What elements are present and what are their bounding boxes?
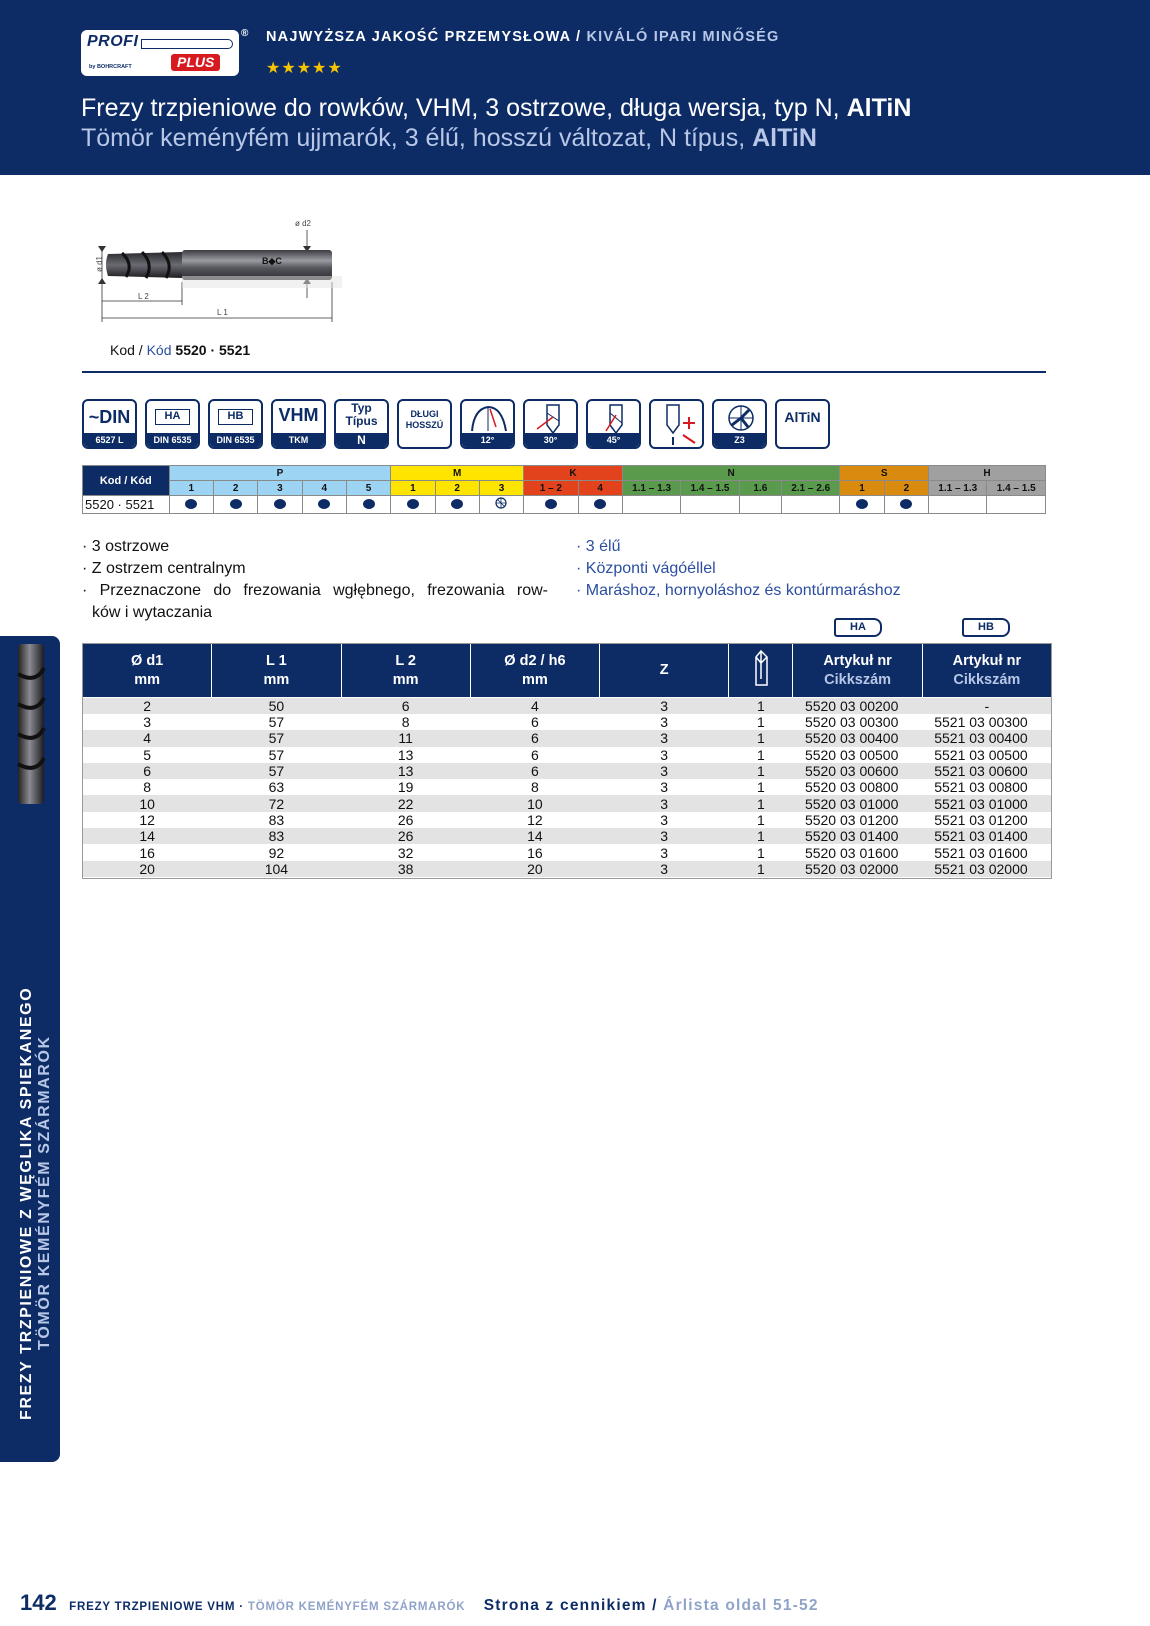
kod-codes: 5520 · 5521 [175, 342, 251, 358]
cell-d2: 6 [470, 747, 599, 763]
suitable-dot-icon [524, 496, 578, 514]
table-row [83, 828, 1052, 844]
feature-item: · 3 ostrzowe [82, 538, 170, 555]
ha-icon-top: HA [155, 409, 190, 425]
type-n-icon [334, 399, 389, 449]
cell-article-hb: 5521 03 01400 [922, 828, 1051, 844]
cell-d1: 5 [83, 747, 212, 763]
table-row [83, 698, 1052, 715]
suitable-dot-icon [578, 496, 622, 514]
tool-brand-label: B◆C [262, 256, 282, 266]
vhm-icon-bottom: TKM [273, 433, 324, 447]
quality-tagline [266, 29, 779, 45]
empty-cell [739, 496, 781, 514]
altin-coating-icon [775, 399, 830, 449]
end-mill-diagram [82, 218, 362, 338]
hb-icon-top: HB [218, 409, 253, 425]
col-article-hb-hu: Cikkszám [953, 671, 1021, 688]
suitable-dot-icon [346, 496, 390, 514]
cell-d1: 14 [83, 828, 212, 844]
col-d2-header [470, 644, 599, 698]
cell-pack: 1 [729, 698, 793, 715]
din-icon-top: ~DIN [88, 407, 131, 427]
feature-item: ków i wytaczania [92, 604, 213, 621]
empty-cell [929, 496, 987, 514]
centre-cut-icon [649, 399, 704, 449]
cell-l2: 26 [341, 828, 470, 844]
cell-d1: 20 [83, 861, 212, 877]
cell-pack: 1 [729, 812, 793, 828]
material-kod-header [83, 466, 170, 496]
suitable-dot-icon [840, 496, 884, 514]
centre-cut-drawing-icon [655, 403, 701, 447]
cell-pack: 1 [729, 714, 793, 730]
flute-section-icon [718, 403, 764, 433]
end-mill-photo-icon [6, 644, 54, 804]
cell-article-ha: 5520 03 01200 [793, 812, 922, 828]
din-icon-bottom: 6527 L [84, 433, 135, 447]
material-sub: 4 [578, 481, 622, 496]
title-hu-coating: AlTiN [752, 124, 817, 152]
cell-l1: 72 [212, 795, 341, 811]
col-l2-unit: mm [392, 671, 419, 688]
helix-12-icon [460, 399, 515, 449]
features-list-pl [82, 536, 548, 624]
page-header [0, 0, 1150, 175]
cell-z: 3 [600, 844, 729, 860]
cell-l2: 19 [341, 779, 470, 795]
table-row [83, 779, 1052, 795]
cell-z: 3 [600, 730, 729, 746]
angle-30-drawing-icon [529, 403, 575, 433]
feature-item: · Przeznaczone do frezowania wgłębnego, frezowania row- [82, 582, 548, 599]
profi-plus-logo [81, 28, 249, 76]
angle-45-icon-bottom: 45° [588, 433, 639, 447]
cell-l1: 57 [212, 714, 341, 730]
material-sub: 1 [391, 481, 435, 496]
drill-logo-icon [141, 39, 233, 49]
cell-d2: 6 [470, 763, 599, 779]
col-l1-header [212, 644, 341, 698]
cell-l2: 13 [341, 747, 470, 763]
suitable-dot-icon [391, 496, 435, 514]
cell-pack: 1 [729, 779, 793, 795]
cell-l2: 6 [341, 698, 470, 715]
footer-price-ref [484, 1597, 819, 1614]
feature-item: · Z ostrzem centralnym [82, 560, 246, 577]
suitable-dot-icon [302, 496, 346, 514]
cell-l2: 32 [341, 844, 470, 860]
mat-kod-hu: Kód [130, 474, 152, 487]
col-d2-unit: mm [522, 671, 548, 688]
material-sub: 2.1 – 2.6 [781, 481, 839, 496]
col-article-hb-header [922, 644, 1051, 698]
title-hu-text: Tömör keményfém ujjmarók, 3 élű, hosszú változat, N típus, [81, 124, 753, 152]
ha-shank-badge: HA [834, 618, 882, 637]
product-table-body [83, 698, 1052, 877]
cell-l1: 83 [212, 812, 341, 828]
cell-article-ha: 5520 03 00500 [793, 747, 922, 763]
dim-d2-label: ø d2 [295, 219, 312, 228]
angle-45-icon [586, 399, 641, 449]
cell-article-hb: 5521 03 00400 [922, 730, 1051, 746]
material-sub: 3 [258, 481, 302, 496]
cell-article-hb: 5521 03 01000 [922, 795, 1051, 811]
long-version-icon [397, 399, 452, 449]
cell-article-hb: 5521 03 00500 [922, 747, 1051, 763]
empty-cell [987, 496, 1046, 514]
table-header-row [83, 644, 1052, 698]
cell-z: 3 [600, 779, 729, 795]
title-pl-coating: AlTiN [846, 94, 912, 122]
cell-article-hb: 5521 03 00800 [922, 779, 1051, 795]
table-row [83, 747, 1052, 763]
material-sub: 1.1 – 1.3 [622, 481, 680, 496]
cell-d1: 3 [83, 714, 212, 730]
rating-stars: ★★★★★ [266, 60, 343, 77]
hb-shank-badge: HB [962, 618, 1010, 637]
footer-section-sep: · [235, 1601, 248, 1613]
cell-l2: 8 [341, 714, 470, 730]
cell-d2: 8 [470, 779, 599, 795]
col-article-ha-header [793, 644, 922, 698]
angle-30-icon [523, 399, 578, 449]
cell-l1: 57 [212, 730, 341, 746]
long-icon-pl: DŁUGI [410, 409, 439, 419]
cell-l2: 11 [341, 730, 470, 746]
product-code-line [110, 342, 250, 358]
col-l1-title: L 1 [266, 652, 287, 669]
cell-article-ha: 5520 03 01000 [793, 795, 922, 811]
page-title-pl [81, 94, 911, 123]
logo-by-text: by BOHRCRAFT [89, 64, 132, 70]
suitable-dot-icon [213, 496, 257, 514]
cell-l1: 57 [212, 763, 341, 779]
vhm-icon-top: VHM [278, 405, 319, 425]
suitable-dot-icon [884, 496, 928, 514]
col-article-ha-pl: Artykuł nr [823, 652, 892, 669]
three-flutes-icon [712, 399, 767, 449]
cell-z: 3 [600, 698, 729, 715]
table-row [83, 844, 1052, 860]
col-d1-title: Ø d1 [131, 652, 164, 669]
logo-registered-mark: ® [241, 28, 249, 39]
col-z-header [600, 644, 729, 698]
cell-l1: 57 [212, 747, 341, 763]
cell-d1: 16 [83, 844, 212, 860]
cell-article-ha: 5520 03 02000 [793, 861, 922, 877]
feature-item: · Központi vágóéllel [576, 560, 716, 577]
table-row [83, 861, 1052, 877]
cell-d2: 6 [470, 714, 599, 730]
col-z-title: Z [659, 662, 669, 678]
cell-d2: 10 [470, 795, 599, 811]
cell-pack: 1 [729, 763, 793, 779]
table-row [83, 714, 1052, 730]
cell-d2: 20 [470, 861, 599, 877]
cell-article-hb: 5521 03 02000 [922, 861, 1051, 877]
tagline-pl: NAJWYŻSZA JAKOŚĆ PRZEMYSŁOWA [266, 29, 571, 45]
logo-plus-text: PLUS [171, 54, 220, 71]
material-sub: 5 [346, 481, 390, 496]
cell-l2: 13 [341, 763, 470, 779]
dim-d1-label: ø d1 [95, 255, 104, 272]
cell-pack: 1 [729, 747, 793, 763]
cell-z: 3 [600, 795, 729, 811]
angle-45-drawing-icon [592, 403, 638, 433]
conditional-suitable-icon [479, 496, 523, 514]
material-sub: 1.4 – 1.5 [681, 481, 739, 496]
hb-icon-bottom: DIN 6535 [210, 433, 261, 447]
material-row-code: 5520 · 5521 [83, 496, 170, 514]
material-sub: 1.4 – 1.5 [987, 481, 1046, 496]
col-d1-header [83, 644, 212, 698]
empty-cell [781, 496, 839, 514]
suitable-dot-icon [258, 496, 302, 514]
cell-article-ha: 5520 03 00200 [793, 698, 922, 715]
footer-price-pl: Strona z cennikiem [483, 1597, 647, 1614]
cell-pack: 1 [729, 730, 793, 746]
material-sub: 1 – 2 [524, 481, 578, 496]
footer-price-sep: / [646, 1597, 664, 1614]
col-d1-unit: mm [134, 671, 161, 688]
cell-pack: 1 [729, 861, 793, 877]
cell-d2: 6 [470, 730, 599, 746]
material-sub: 2 [435, 481, 479, 496]
cell-pack: 1 [729, 844, 793, 860]
cell-z: 3 [600, 828, 729, 844]
title-pl-text: Frezy trzpieniowe do rowków, VHM, 3 ostrzowe, długa wersja, typ N, [81, 94, 847, 122]
cell-l1: 63 [212, 779, 341, 795]
shank-ha-icon [145, 399, 200, 449]
cell-d1: 8 [83, 779, 212, 795]
vhm-tkm-icon [271, 399, 326, 449]
cell-article-hb: 5521 03 01600 [922, 844, 1051, 860]
empty-cell [622, 496, 680, 514]
cell-d1: 2 [83, 698, 212, 715]
cell-d2: 4 [470, 698, 599, 715]
col-d2-title: Ø d2 / h6 [504, 652, 566, 669]
dim-l2-label: L 2 [138, 292, 149, 301]
material-sub: 1.1 – 1.3 [929, 481, 987, 496]
dim-l1-label: L 1 [217, 308, 228, 317]
cell-d1: 4 [83, 730, 212, 746]
ha-icon-bottom: DIN 6535 [147, 433, 198, 447]
cell-l1: 92 [212, 844, 341, 860]
cell-z: 3 [600, 763, 729, 779]
sidetab-label-pl: FREZY TRZPIENIOWE Z WĘGLIKA SPIEKANEGO [18, 986, 35, 1420]
cell-d1: 12 [83, 812, 212, 828]
tagline-hu: KIVÁLÓ IPARI MINŐSÉG [586, 29, 780, 45]
sidetab-label-hu: TÖMÖR KEMÉNYFÉM SZÁRMARÓK [36, 1035, 53, 1350]
material-group-p: P [169, 466, 391, 481]
cell-l1: 104 [212, 861, 341, 877]
cell-l1: 83 [212, 828, 341, 844]
cell-z: 3 [600, 747, 729, 763]
cell-d1: 6 [83, 763, 212, 779]
material-group-m: M [391, 466, 524, 481]
suitable-dot-icon [169, 496, 213, 514]
material-group-k: K [524, 466, 623, 481]
din-6527-icon [82, 399, 137, 449]
cell-article-ha: 5520 03 00300 [793, 714, 922, 730]
cell-article-ha: 5520 03 00600 [793, 763, 922, 779]
footer-section [69, 1601, 465, 1613]
cell-article-hb: - [922, 698, 1051, 715]
type-icon-bottom: N [336, 433, 387, 447]
type-icon-hu: Típus [345, 414, 378, 428]
footer-section-hu: TÖMÖR KEMÉNYFÉM SZÁRMARÓK [247, 1601, 466, 1613]
material-sub: 1 [169, 481, 213, 496]
long-icon-hu: HOSSZÚ [405, 420, 444, 430]
material-sub: 1 [840, 481, 884, 496]
helix-icon-bottom: 12° [462, 433, 513, 447]
product-table [82, 643, 1052, 877]
material-sub: 2 [213, 481, 257, 496]
cell-z: 3 [600, 714, 729, 730]
tagline-separator: / [570, 29, 587, 45]
cell-article-hb: 5521 03 00300 [922, 714, 1051, 730]
page-title-hu [81, 124, 817, 153]
coating-icon-top: AlTiN [784, 409, 821, 425]
cell-z: 3 [600, 812, 729, 828]
footer-price-hu: Árlista oldal 51-52 [663, 1597, 819, 1614]
mat-kod-sep: / [121, 474, 131, 487]
page-number: 142 [20, 1590, 57, 1615]
mat-kod-pl: Kod [99, 474, 122, 487]
table-row [83, 812, 1052, 828]
cell-l2: 22 [341, 795, 470, 811]
empty-cell [681, 496, 739, 514]
type-icon-pl: Typ [351, 401, 372, 415]
cell-l2: 26 [341, 812, 470, 828]
cell-article-ha: 5520 03 00400 [793, 730, 922, 746]
material-sub: 1.6 [739, 481, 781, 496]
flutes-icon-bottom: Z3 [714, 433, 765, 447]
cell-d1: 10 [83, 795, 212, 811]
col-article-ha-hu: Cikkszám [824, 671, 892, 688]
table-row [83, 730, 1052, 746]
cell-d2: 16 [470, 844, 599, 860]
cell-article-ha: 5520 03 01600 [793, 844, 922, 860]
cell-d2: 14 [470, 828, 599, 844]
page-footer [20, 1590, 819, 1616]
features-list-hu [576, 536, 996, 602]
cell-pack: 1 [729, 795, 793, 811]
material-sub: 4 [302, 481, 346, 496]
shank-hb-icon [208, 399, 263, 449]
col-l2-title: L 2 [395, 652, 417, 669]
material-row [83, 496, 1046, 514]
kod-separator: / [134, 342, 147, 358]
cell-d2: 12 [470, 812, 599, 828]
col-pack-header [729, 644, 793, 698]
feature-item: · 3 élű [576, 538, 621, 555]
cell-l1: 50 [212, 698, 341, 715]
angle-30-icon-bottom: 30° [525, 433, 576, 447]
material-sub: 2 [884, 481, 928, 496]
footer-section-pl: FREZY TRZPIENIOWE VHM [69, 1601, 236, 1613]
table-row [83, 763, 1052, 779]
cell-article-ha: 5520 03 00800 [793, 779, 922, 795]
cell-l2: 38 [341, 861, 470, 877]
col-l1-unit: mm [263, 671, 290, 688]
cell-z: 3 [600, 861, 729, 877]
material-group-h: H [929, 466, 1046, 481]
table-row [83, 795, 1052, 811]
col-article-hb-pl: Artykuł nr [952, 652, 1022, 669]
cell-article-ha: 5520 03 01400 [793, 828, 922, 844]
kod-label-pl: Kod [110, 342, 135, 358]
material-group-n: N [622, 466, 840, 481]
section-divider [82, 371, 1046, 373]
material-sub: 3 [479, 481, 523, 496]
cell-article-hb: 5521 03 01200 [922, 812, 1051, 828]
material-group-s: S [840, 466, 929, 481]
suitable-dot-icon [435, 496, 479, 514]
tool-drawing [82, 218, 362, 338]
package-quantity-icon [752, 649, 770, 687]
feature-item: · Maráshoz, hornyoláshoz és kontúrmaráshoz [576, 582, 901, 599]
material-suitability-table [82, 465, 1046, 514]
helix-angle-icon [466, 403, 512, 433]
logo-profi-text: PROFI [87, 33, 139, 50]
cell-article-hb: 5521 03 00600 [922, 763, 1051, 779]
col-l2-header [341, 644, 470, 698]
kod-label-hu: Kód [146, 342, 172, 358]
cell-pack: 1 [729, 828, 793, 844]
